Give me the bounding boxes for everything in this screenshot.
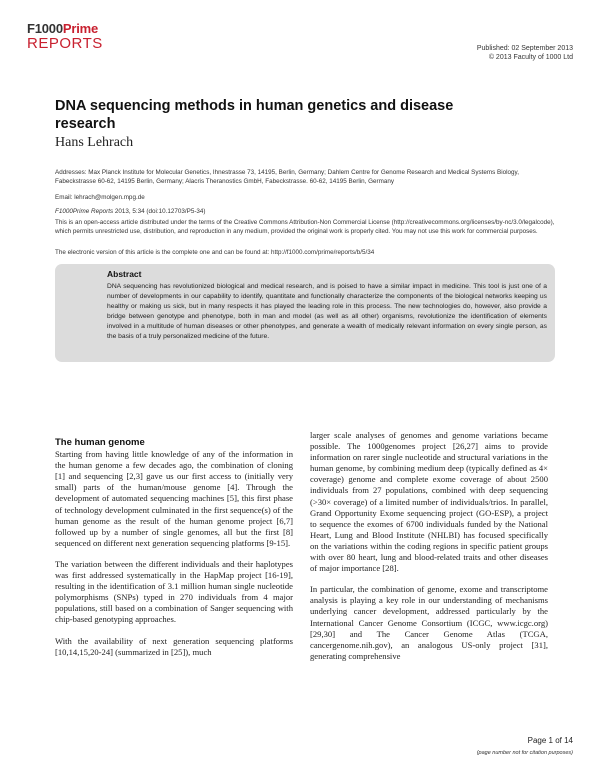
- citation-line: [55, 208, 555, 217]
- author-addresses: Addresses: Max Planck Institute for Molecular Genetics, Ihnestrasse 73, 14195, Berlin, Germany; Dahlem Centre for Genome Research and Medical Systems Biology, Fabeckstrasse 60-62, 14195 Berlin, Germany; Alacris Theranostics GmbH, Fabeckstrasse. 60-62, 14195 Berlin, Germany: [55, 169, 519, 185]
- published-date: Published: 02 September 2013: [476, 45, 573, 52]
- paragraph: Starting from having little knowledge of any of the information in the human genome a few decades ago, the combination of cloning [1] and sequencing [2,3] gave us our first access to (initially very small) parts of the human/mouse genome [4]. Through the development of automated sequencing machines [5], this first phase of technology development culminated in the first sequence(s) of the human genome as the result of the human genome project [6,7] followed up by a number of single genomes, all but the first [8] sequenced on different next generation sequencing platforms [9-15].: [55, 449, 293, 548]
- body-column-left: [55, 437, 293, 668]
- logo-reports: REPORTS: [27, 35, 103, 52]
- section-heading: The human genome: [55, 437, 145, 448]
- publication-info: [477, 44, 573, 62]
- citation-journal: F1000Prime Reports: [55, 208, 114, 215]
- article-author: Hans Lehrach: [55, 135, 134, 150]
- paragraph: The variation between the different individuals and their haplotypes was first addressed systematically in the HapMap project [16-19], resulting in the identification of 3.1 million human single nucleotide polymorphisms (SNPs) typed in 270 individuals from 4 major populations, still based on a combination of Sanger sequencing with chip-based genotyping approaches.: [55, 558, 293, 625]
- paragraph: In particular, the combination of genome, exome and transcriptome analysis is playing a key role in our understanding of mechanisms underlying cancer development, addressed particularly by the International Cancer Genome Consortium (ICGC, www.icgc.org) [29,30] and The Cancer Genome Atlas (TCGA, cancergenome.nih.gov), an analogous US-only project [31], generating comprehensive: [310, 584, 548, 661]
- author-email: Email: lehrach@molgen.mpg.de: [55, 194, 145, 201]
- electronic-version-note: The electronic version of this article is the complete one and can be found at: http://f1000.com/prime/reports/b/5/34: [55, 249, 375, 256]
- body-column-right: [310, 430, 548, 672]
- license-text: This is an open-access article distributed under the terms of the Creative Commons Attribution-Non Commercial License (http://creativecommons.org/licenses/by-nc/3.0/legalcode), which permits unrestricted use, distribution, and reproduction in any medium, provided the original work is properly cited. You may not use this work for commercial purposes.: [55, 219, 555, 235]
- copyright: © 2013 Faculty of 1000 Ltd: [488, 54, 573, 61]
- article-title: DNA sequencing methods in human genetics and disease research: [55, 98, 454, 132]
- logo-f1000: F1000: [27, 21, 63, 36]
- abstract-heading: Abstract: [107, 269, 142, 279]
- citation-details: 2013, 5:34 (doi:10.12703/P5-34): [113, 208, 206, 215]
- abstract-text: DNA sequencing has revolutionized biological and medical research, and is poised to have a similar impact in medicine. This tool is just one of a number of developments in our capability to identify, quantitate and functionally characterize the components of the biological networks keeping us healthy or making us sick, but in many respects it has played the leading role in this process. The new technologies do, however, also provide a bridge between genotype and phenotype, both in man and model (as well as all other) organisms, revolutionize the identification of elements involved in a multitude of human diseases or other phenotypes, and generate a wealth of medically relevant information on every single person, as the basis of a truly personalized medicine of the future.: [107, 283, 547, 340]
- journal-logo: [27, 22, 103, 51]
- paragraph: larger scale analyses of genomes and genome variations became possible. The 1000genomes project [26,27] aims to provide information on rarer single nucleotide and structural variations in the human genome, by combining medium deep (typically defined as 4× coverage) genome and complete exome coverage of about 2500 individuals from 27 populations, combined with deep sequencing (>30× coverage) of a limited number of individuals/trios. In parallel, Grand Opportunity Exome sequencing project (GO-ESP), a project to sequence the exomes of 6700 individuals funded by the National Heart, Lung and Blood Institute (NHLBI) has focused specifically on the variations within the coding regions in specific patient groups with over 80 heart, lung and blood-related traits and other diseases of major importance [28].: [310, 430, 548, 574]
- paragraph: With the availability of next generation sequencing platforms [10,14,15,20-24] (summarized in [25]), much: [55, 635, 293, 657]
- page-number: Page 1 of 14: [527, 736, 573, 745]
- page-number-note: (page number not for citation purposes): [476, 750, 573, 756]
- logo-prime: Prime: [62, 21, 99, 36]
